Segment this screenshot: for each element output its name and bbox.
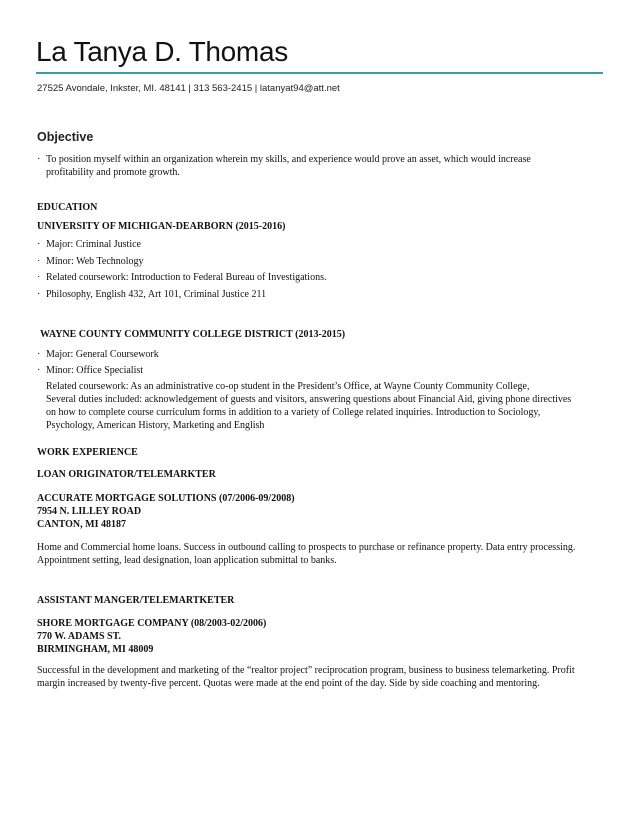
job1-role: LOAN ORIGINATOR/TELEMARKTER	[37, 469, 216, 480]
school2-minor: Minor: Office Specialist	[46, 365, 144, 376]
bullet-icon: ·	[37, 349, 41, 360]
education-heading: EDUCATION	[37, 202, 98, 213]
bullet-icon: ·	[37, 289, 41, 300]
job2-description	[37, 664, 607, 690]
header-divider	[36, 72, 603, 74]
school1-item	[37, 288, 607, 301]
school2-heading: WAYNE COUNTY COMMUNITY COLLEGE DISTRICT (2013-2015)	[40, 329, 346, 340]
school2-desc-line-2: Several duties included: acknowledgement of guests and visitors, answering questions about Financial Aid, giving phone directives	[46, 394, 572, 405]
school1-major: Major: Criminal Justice	[46, 239, 141, 250]
school1-courses: Philosophy, English 432, Art 101, Criminal Justice 211	[46, 289, 267, 300]
school2-desc-line-3: on how to complete course curriculum forms in addition to a variety of College related inquiries. Introduction to Sociology,	[46, 407, 541, 418]
job2-city: BIRMINGHAM, MI 48009	[37, 644, 154, 655]
school1-item	[37, 271, 607, 284]
job2-employer	[37, 617, 607, 656]
school1-item	[37, 238, 607, 251]
school1-heading: UNIVERSITY OF MICHIGAN-DEARBORN (2015-2016)	[37, 221, 286, 232]
job1-city: CANTON, MI 48187	[37, 519, 126, 530]
applicant-name: La Tanya D. Thomas	[36, 36, 288, 67]
job1-description	[37, 541, 607, 567]
job1-desc-line-1: Home and Commercial home loans. Success in outbound calling to prospects to purchase or refinance property. Data entry processing.	[37, 542, 576, 553]
bullet-icon: ·	[37, 239, 41, 250]
bullet-icon: ·	[37, 272, 41, 283]
job2-desc-line-2: margin increased by twenty-five percent. Quotas were made at the end point of the day. Side by side coaching and mentoring.	[37, 678, 540, 689]
objective-item	[37, 153, 607, 179]
work-heading: WORK EXPERIENCE	[37, 447, 138, 458]
school2-description	[46, 380, 606, 432]
school2-desc-line-1: Related coursework: As an administrative co-op student in the President’s Office, at Wayne County Community College,	[46, 381, 530, 392]
objective-line-2: profitability and promote growth.	[46, 167, 180, 178]
job1-address: 7954 N. LILLEY ROAD	[37, 506, 142, 517]
school2-desc-line-4: Psychology, American History, Marketing and English	[46, 420, 265, 431]
job2-role: ASSISTANT MANGER/TELEMARTKETER	[37, 595, 235, 606]
school1-minor: Minor: Web Technology	[46, 256, 144, 267]
objective-heading: Objective	[37, 130, 94, 144]
job2-desc-line-1: Successful in the development and marketing of the “realtor project” reciprocation program, business to business telemarketing. Profit	[37, 665, 575, 676]
school2-item	[37, 364, 607, 377]
bullet-icon: ·	[37, 365, 41, 376]
job2-company: SHORE MORTGAGE COMPANY (08/2003-02/2006)	[37, 618, 267, 629]
job1-company: ACCURATE MORTGAGE SOLUTIONS (07/2006-09/2008)	[37, 493, 295, 504]
school2-major: Major: General Coursework	[46, 349, 159, 360]
school1-item	[37, 255, 607, 268]
contact-info: 27525 Avondale, Inkster, MI. 48141 | 313 563-2415 | latanyat94@att.net	[37, 83, 340, 94]
school1-coursework: Related coursework: Introduction to Federal Bureau of Investigations.	[46, 272, 327, 283]
job1-employer	[37, 492, 607, 531]
objective-line-1: To position myself within an organization wherein my skills, and experience would prove an asset, which would increase	[46, 154, 531, 165]
school2-item	[37, 348, 607, 361]
job1-desc-line-2: Appointment setting, lead designation, loan application submittal to banks.	[37, 555, 337, 566]
bullet-icon: ·	[37, 154, 41, 165]
job2-address: 770 W. ADAMS ST.	[37, 631, 122, 642]
bullet-icon: ·	[37, 256, 41, 267]
